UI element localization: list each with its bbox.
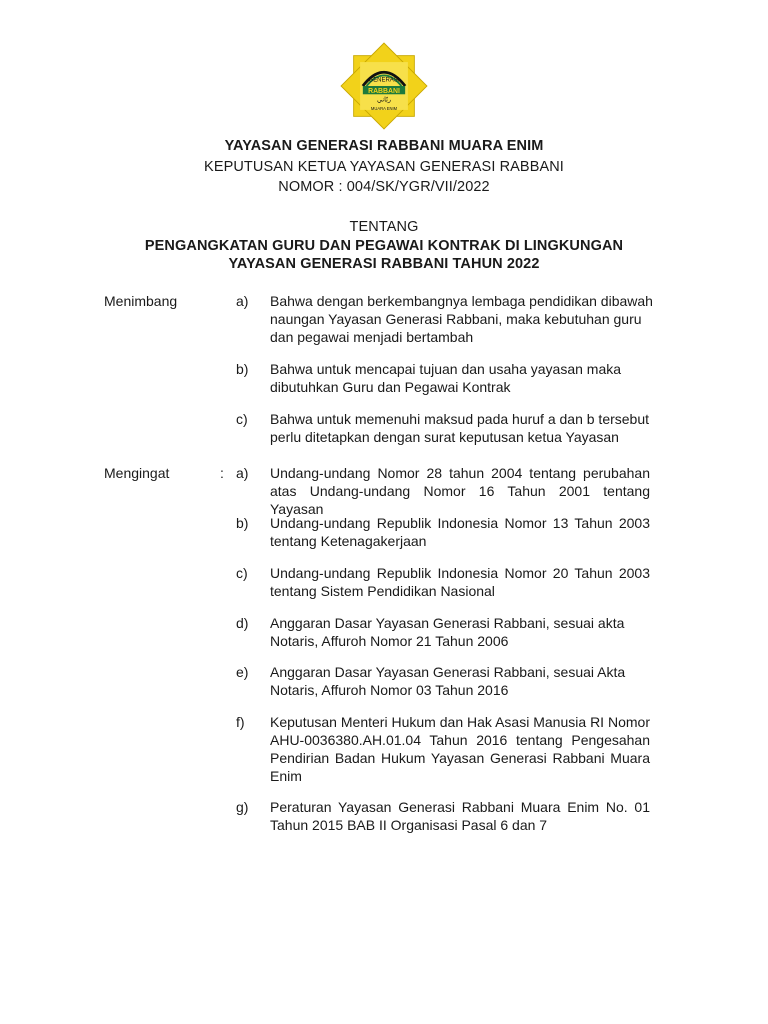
item-text-line: Undang-undang Republik Indonesia Nomor 20 Tahun 2003: [270, 565, 650, 581]
item-letter: c): [236, 411, 248, 427]
decree-number: NOMOR : 004/SK/YGR/VII/2022: [278, 179, 490, 195]
item-text-line: dan pegawai menjadi bertambah: [270, 329, 474, 345]
item-text-line: Anggaran Dasar Yayasan Generasi Rabbani, sesuai akta: [270, 615, 625, 631]
item-text-line: Pendirian Badan Hukum Yayasan Generasi Rabbani Muara: [270, 750, 650, 766]
logo-bottom-text: MUARA ENIM: [370, 105, 398, 111]
item-text-line: Bahwa untuk mencapai tujuan dan usaha yayasan maka: [270, 361, 622, 377]
item-text: [270, 564, 650, 600]
item-text-line: Undang-undang Republik Indonesia Nomor 13 Tahun 2003: [270, 515, 650, 531]
item-text-line: Enim: [270, 768, 302, 784]
item-text: [270, 464, 650, 518]
item-text-line: Anggaran Dasar Yayasan Generasi Rabbani, sesuai Akta: [270, 664, 626, 680]
foundation-logo: [338, 40, 430, 132]
mengingat-colon: :: [220, 465, 224, 481]
mengingat-label: Mengingat: [104, 465, 170, 481]
item-letter: b): [236, 515, 249, 531]
item-letter: c): [236, 565, 248, 581]
item-text: [270, 713, 650, 785]
item-text: [270, 614, 650, 650]
item-text-line: Undang-undang Nomor 28 tahun 2004 tentang perubahan: [270, 465, 650, 481]
item-text: [270, 798, 650, 834]
item-letter: a): [236, 465, 249, 481]
item-letter: a): [236, 293, 249, 309]
item-text-line: Peraturan Yayasan Generasi Rabbani Muara Enim No. 01: [270, 799, 650, 815]
item-letter: g): [236, 799, 249, 815]
item-text-line: tentang Ketenagakerjaan: [270, 533, 427, 549]
about-heading: TENTANG: [349, 219, 419, 235]
logo-main-text: RABBANI: [368, 87, 400, 95]
org-title: YAYASAN GENERASI RABBANI MUARA ENIM: [224, 138, 544, 154]
item-letter: b): [236, 361, 249, 377]
subject-line-2: YAYASAN GENERASI RABBANI TAHUN 2022: [228, 256, 540, 272]
item-text-line: dibutuhkan Guru dan Pegawai Kontrak: [270, 379, 511, 395]
logo-top-text: GENERASI: [368, 77, 400, 84]
item-text: [270, 292, 653, 346]
item-text-line: atas Undang-undang Nomor 16 Tahun 2001 tentang Yayasan: [270, 483, 650, 517]
menimbang-label: Menimbang: [104, 293, 178, 309]
item-text-line: Bahwa dengan berkembangnya lembaga pendidikan dibawah: [270, 293, 653, 309]
logo-emblem-icon: [338, 40, 430, 132]
item-text: [270, 360, 650, 396]
item-text-line: AHU-0036380.AH.01.04 Tahun 2016 tentang Pengesahan: [270, 732, 650, 748]
item-text-line: Keputusan Menteri Hukum dan Hak Asasi Manusia RI Nomor: [270, 714, 650, 730]
item-text-line: Notaris, Affuroh Nomor 21 Tahun 2006: [270, 633, 509, 649]
item-letter: f): [236, 714, 245, 730]
logo-arabic-text: ربّاني: [376, 95, 392, 104]
item-text: [270, 410, 650, 446]
item-letter: d): [236, 615, 249, 631]
item-text-line: tentang Sistem Pendidikan Nasional: [270, 583, 495, 599]
item-text-line: Bahwa untuk memenuhi maksud pada huruf a dan b tersebut: [270, 411, 650, 427]
item-text-line: naungan Yayasan Generasi Rabbani, maka kebutuhan guru: [270, 311, 642, 327]
item-text: [270, 663, 650, 699]
item-text-line: Notaris, Affuroh Nomor 03 Tahun 2016: [270, 682, 509, 698]
item-text: [270, 514, 650, 550]
item-text-line: Tahun 2015 BAB II Organisasi Pasal 6 dan 7: [270, 817, 548, 833]
decree-title: KEPUTUSAN KETUA YAYASAN GENERASI RABBANI: [204, 159, 564, 175]
item-letter: e): [236, 664, 249, 680]
subject-line-1: PENGANGKATAN GURU DAN PEGAWAI KONTRAK DI LINGKUNGAN: [144, 238, 624, 254]
item-text-line: perlu ditetapkan dengan surat keputusan ketua Yayasan: [270, 429, 619, 445]
